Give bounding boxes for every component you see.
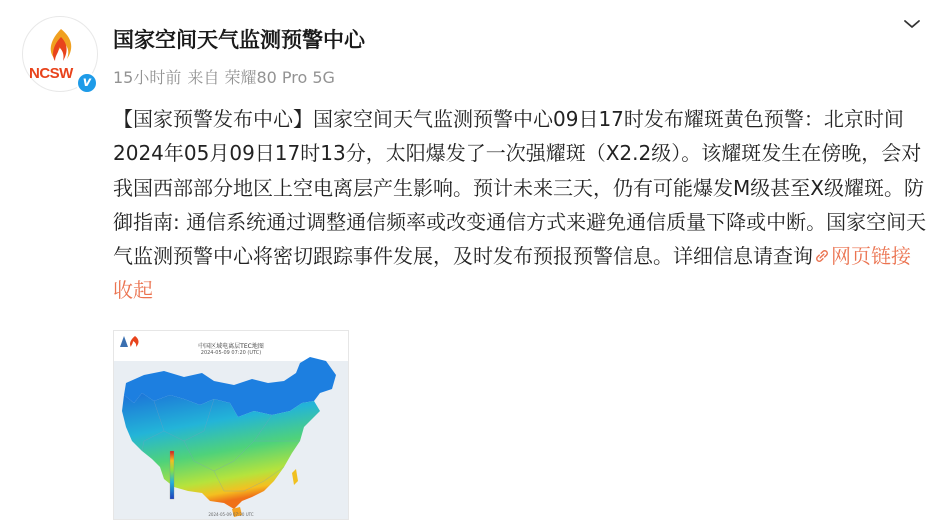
web-link-label: 网页链接 xyxy=(831,244,911,269)
map-title: 中国区域电离层TEC地图 xyxy=(198,343,264,350)
post-text-content: 【国家预警发布中心】国家空间天气监测预警中心09日17时发布耀斑黄色预警：北京时间2024年05月09日17时13分，太阳爆发了一次强耀斑（X2.2级）。该耀斑发生在傍晚，会对我国西部部分地区上空电离层产生影响。预计未来三天，仍有可能爆发M级甚至X级耀斑。防御指南: 通信系统通过调整通信频率或改变通信方式来避免通信质量下降或中断。国家空间天气监测预警中心将密切跟踪事件发展，及时发布预报预警信息。详细信息请查询 xyxy=(113,107,927,269)
flame-logo-icon xyxy=(41,27,81,65)
collapse-link[interactable]: 收起 xyxy=(113,278,153,303)
china-tec-map xyxy=(114,331,349,520)
map-subtitle: 2024-05-09 07:20 (UTC) xyxy=(200,350,262,356)
chevron-down-icon[interactable] xyxy=(900,12,924,36)
post-source: 来自 荣耀80 Pro 5G xyxy=(187,68,335,87)
web-link[interactable] xyxy=(813,244,911,268)
link-icon xyxy=(813,247,831,265)
post-time[interactable]: 15小时前 xyxy=(113,68,182,87)
map-footer: 2024-05-09 07:20 UTC xyxy=(208,512,254,517)
post-image-map[interactable] xyxy=(113,330,349,520)
author-name[interactable]: 国家空间天气监测预警中心 xyxy=(113,28,365,52)
avatar-logo-text: NCSW xyxy=(29,65,73,82)
post-meta xyxy=(113,65,341,88)
verified-badge-icon: v xyxy=(76,72,98,94)
post-text xyxy=(113,102,933,308)
